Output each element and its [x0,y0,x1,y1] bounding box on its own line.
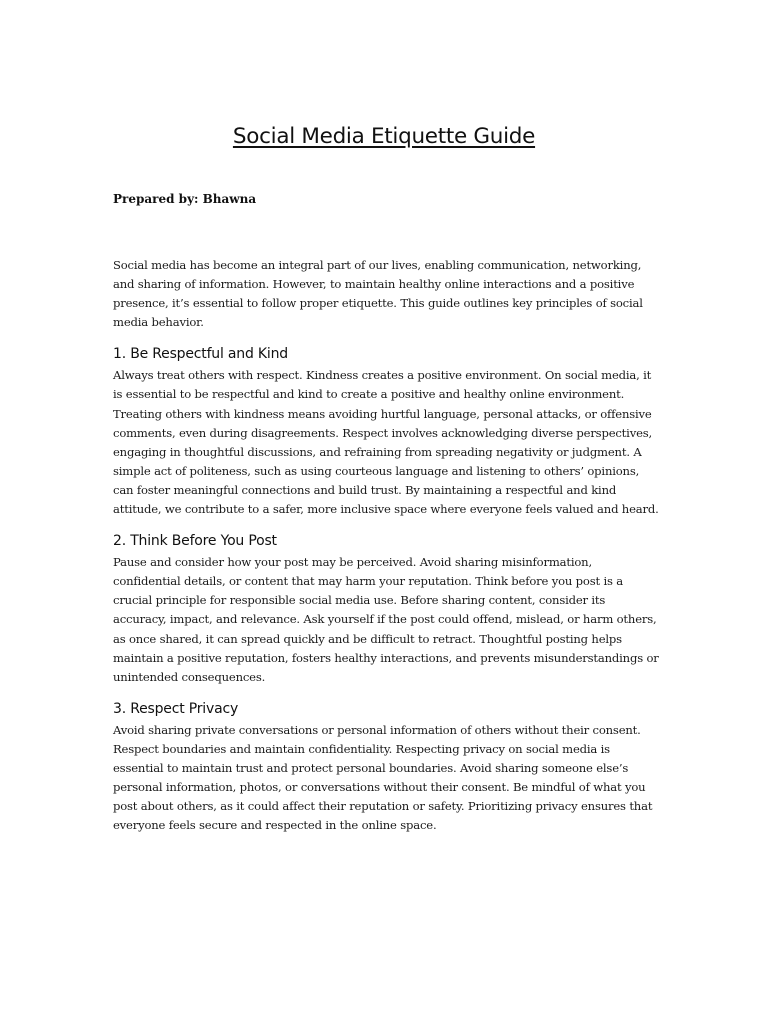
document-title: Social Media Etiquette Guide [232,124,536,149]
section-body-respectful: Always treat others with respect. Kindness creates a positive environment. On social media, it is essential to be respectful and kind to create a positive and healthy online environment. Treating others with kindness means avoiding hurtful language, personal attacks, or offensive comments, even during disagreements. Respect involves acknowledging diverse perspectives, engaging in thoughtful discussions, and refraining from spreading negativity or judgment. A simple act of politeness, such as using courteous language and listening to others’ opinions, can foster meaningful connections and build trust. By maintaining a respectful and kind attitude, we contribute to a safer, more inclusive space where everyone feels valued and heard. [113,368,659,517]
document-body [113,256,661,835]
section-heading-think-before-post: 2. Think Before You Post [113,533,277,550]
section-heading-respectful: 1. Be Respectful and Kind [113,346,288,363]
prepared-by-line: Prepared by: Bhawna [113,192,257,206]
section-body-think-before-post: Pause and consider how your post may be perceived. Avoid sharing misinformation, confidential details, or content that may harm your reputation. Think before you post is a crucial principle for responsible social media use. Before sharing content, consider its accuracy, impact, and relevance. Ask yourself if the post could offend, mislead, or harm others, as once shared, it can spread quickly and be difficult to retract. Thoughtful posting helps maintain a positive reputation, fosters healthy interactions, and prevents misunderstandings or unintended consequences. [113,555,659,684]
section-body-privacy: Avoid sharing private conversations or personal information of others without their consent. Respect boundaries and maintain confidentiality. Respecting privacy on social media is essential to maintain trust and protect personal boundaries. Avoid sharing someone else’s personal information, photos, or conversations without their consent. Be mindful of what you post about others, as it could affect their reputation or safety. Prioritizing privacy ensures that everyone feels secure and respected in the online space. [113,722,653,833]
section-heading-privacy: 3. Respect Privacy [113,700,239,717]
intro-paragraph: Social media has become an integral part of our lives, enabling communication, networking, and sharing of information. However, to maintain healthy online interactions and a positive presence, it’s essential to follow proper etiquette. This guide outlines key principles of social media behavior. [113,258,643,330]
